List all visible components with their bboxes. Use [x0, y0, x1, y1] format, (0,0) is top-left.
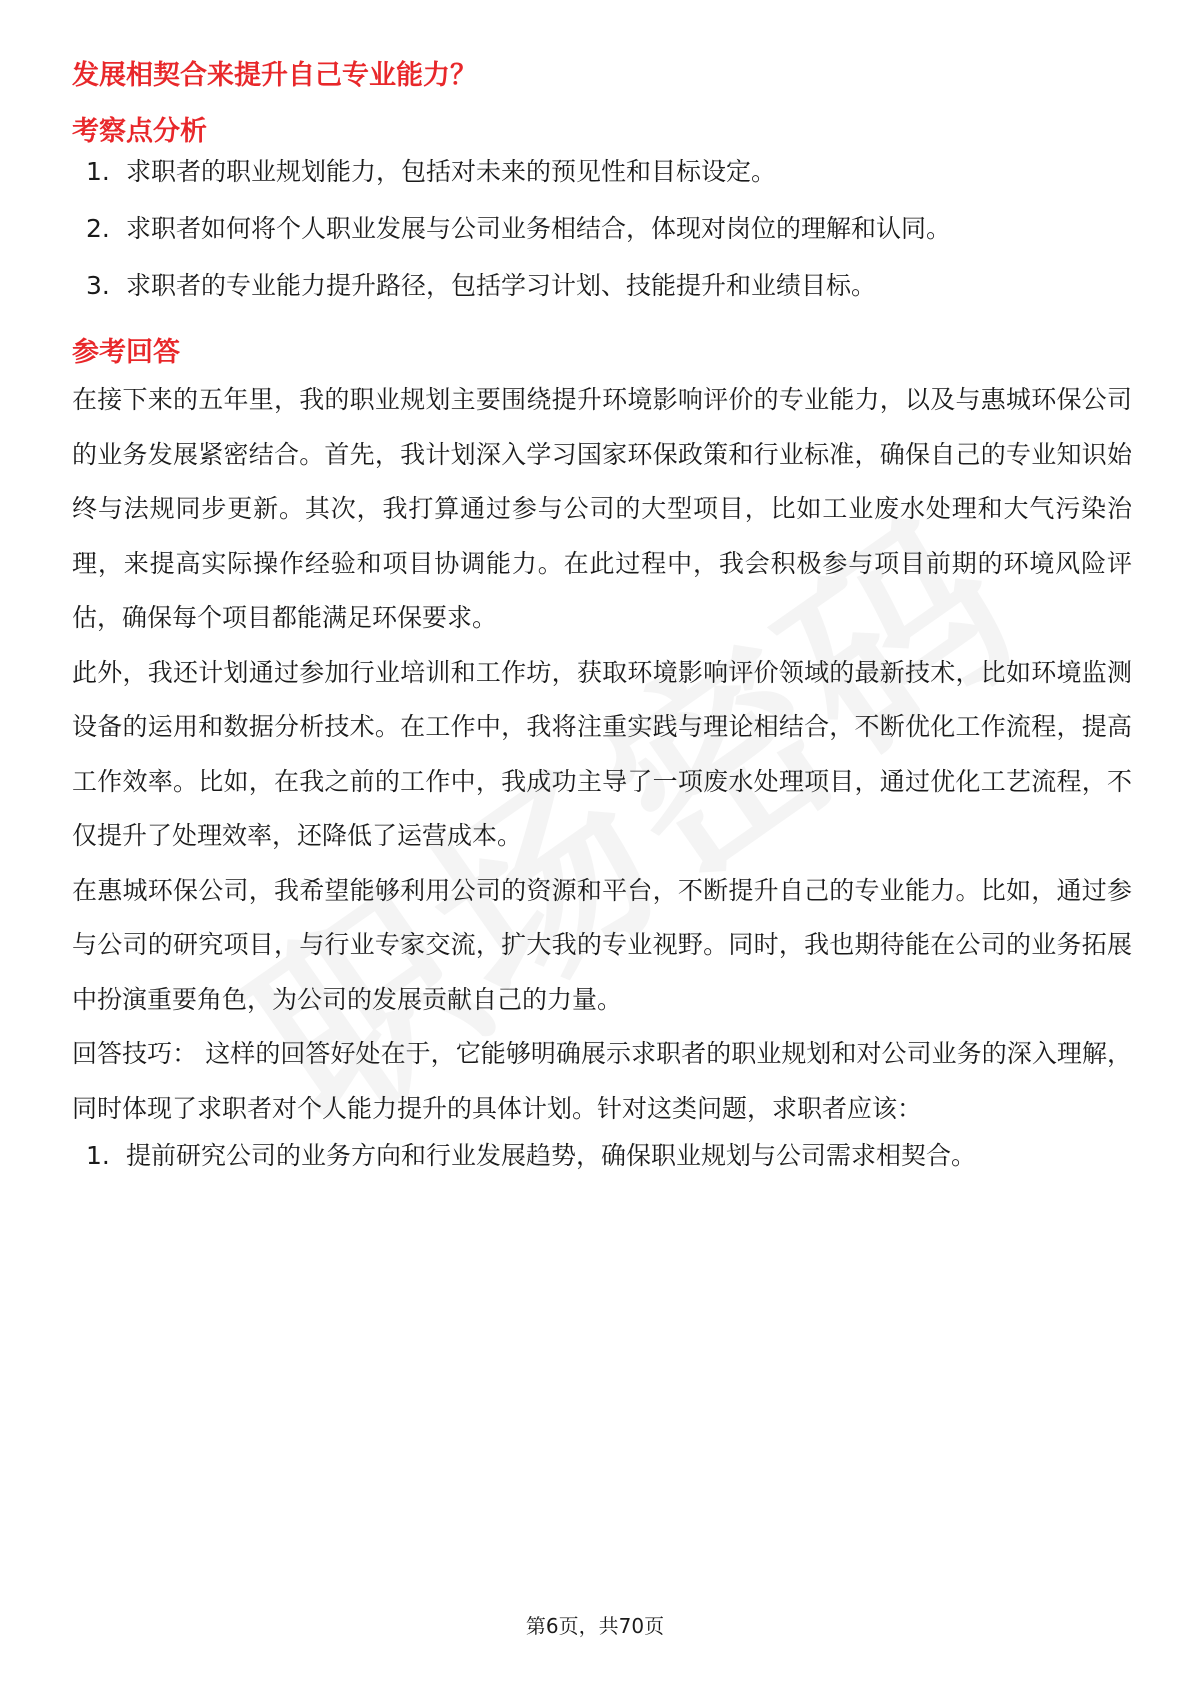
answer-paragraph: 在接下来的五年里，我的职业规划主要围绕提升环境影响评价的专业能力，以及与惠城环保公司的业务发展紧密结合。首先，我计划深入学习国家环保政策和行业标准，确保自己的专业知识始终与法规同步更新。其次，我打算通过参与公司的大型项目，比如工业废水处理和大气污染治理，来提高实际操作经验和项目协调能力。在此过程中，我会积极参与项目前期的环境风险评估，确保每个项目都能满足环保要求。: [72, 385, 1132, 632]
page-content: [72, 56, 1132, 1176]
list-item-text: 提前研究公司的业务方向和行业发展趋势，确保职业规划与公司需求相契合。: [126, 1141, 977, 1170]
list-item-number: 1.: [86, 157, 110, 186]
list-item: [72, 1136, 1132, 1176]
analysis-list: [72, 152, 1132, 306]
question-heading: 发展相契合来提升自己专业能力？: [72, 60, 477, 91]
answer-paragraph: 此外，我还计划通过参加行业培训和工作坊，获取环境影响评价领域的最新技术，比如环境监测设备的运用和数据分析技术。在工作中，我将注重实践与理论相结合，不断优化工作流程，提高工作效率。比如，在我之前的工作中，我成功主导了一项废水处理项目，通过优化工艺流程，不仅提升了处理效率，还降低了运营成本。: [72, 657, 1132, 850]
list-item: [72, 152, 1132, 192]
list-item: [72, 209, 1132, 249]
list-item-text: 求职者的专业能力提升路径，包括学习计划、技能提升和业绩目标。: [126, 271, 877, 300]
answer-paragraph: 在惠城环保公司，我希望能够利用公司的资源和平台，不断提升自己的专业能力。比如，通过参与公司的研究项目，与行业专家交流，扩大我的专业视野。同时，我也期待能在公司的业务拓展中扮演重要角色，为公司的发展贡献自己的力量。: [72, 875, 1132, 1014]
page-number: 第6页，共70页: [525, 1614, 665, 1638]
list-item: [72, 266, 1132, 306]
list-item-number: 2.: [86, 214, 110, 243]
list-item-text: 求职者如何将个人职业发展与公司业务相结合，体现对岗位的理解和认同。: [126, 214, 952, 243]
list-item-text: 求职者的职业规划能力，包括对未来的预见性和目标设定。: [126, 157, 777, 186]
answer-heading: 参考回答: [72, 337, 180, 368]
tips-list: [72, 1136, 1132, 1176]
list-item-number: 1.: [86, 1141, 110, 1170]
list-item-number: 3.: [86, 271, 110, 300]
answer-tips-paragraph: 回答技巧： 这样的回答好处在于，它能够明确展示求职者的职业规划和对公司业务的深入理解，同时体现了求职者对个人能力提升的具体计划。针对这类问题，求职者应该：: [72, 1039, 1132, 1123]
analysis-heading: 考察点分析: [72, 116, 207, 147]
